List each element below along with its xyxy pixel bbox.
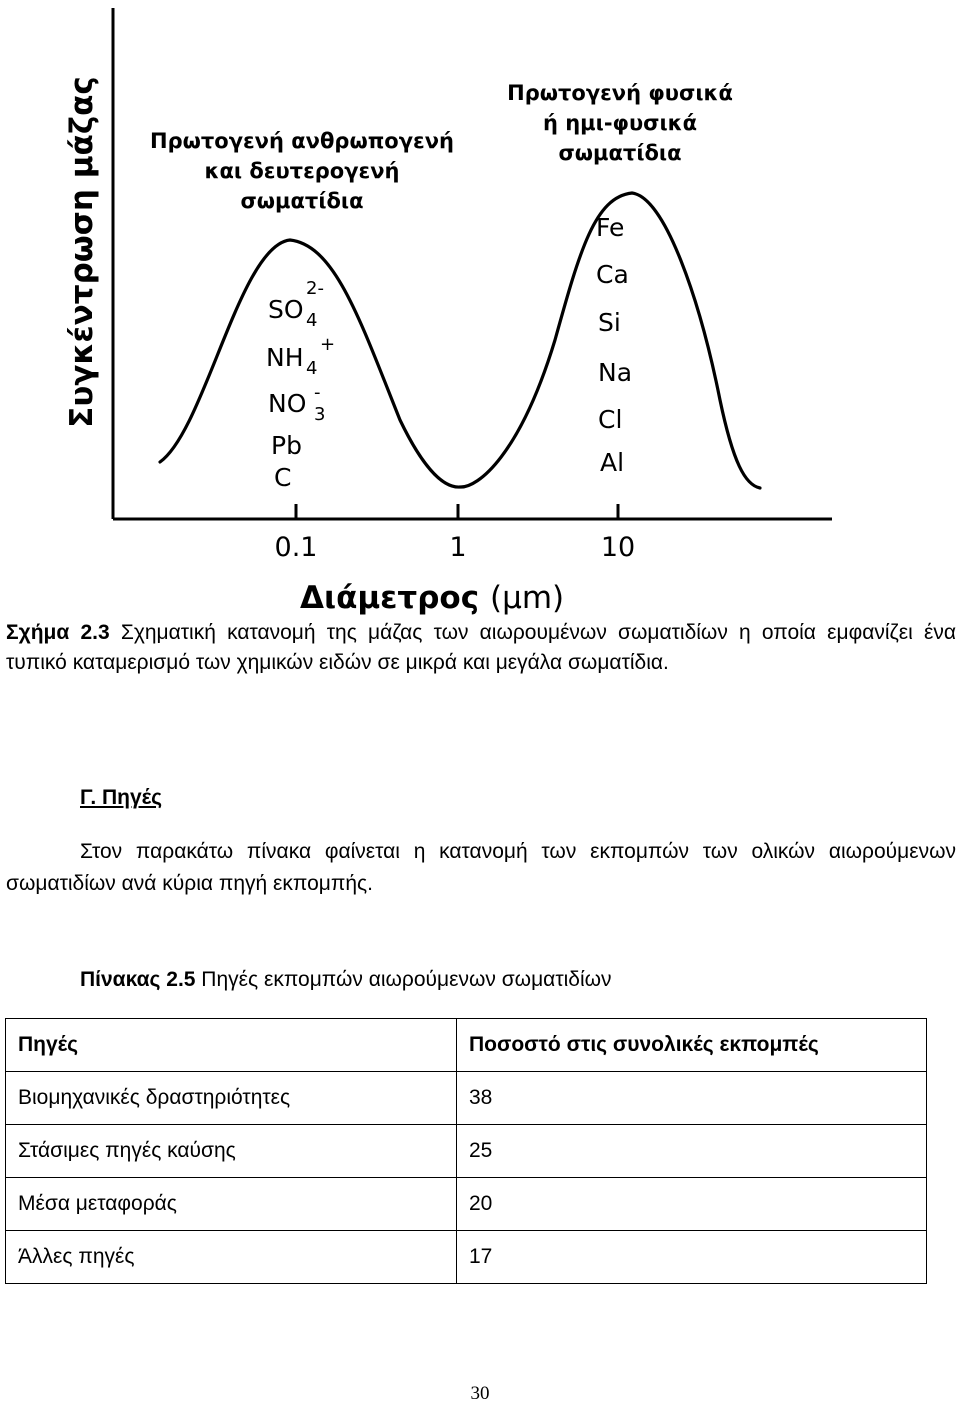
species-cl: Cl bbox=[598, 405, 623, 434]
header-sources: Πηγές bbox=[6, 1019, 457, 1072]
species-si: Si bbox=[598, 308, 621, 337]
x-axis-label: Διάμετρος bbox=[300, 580, 480, 616]
emission-sources-table bbox=[5, 1018, 927, 1284]
x-tick-label-0-1: 0.1 bbox=[274, 532, 318, 563]
figure-caption-label: Σχήμα 2.3 bbox=[6, 621, 110, 644]
row-percentage: 25 bbox=[457, 1125, 927, 1178]
species-pb: Pb bbox=[271, 431, 302, 460]
svg-text:4: 4 bbox=[306, 358, 318, 379]
x-tick-label-10: 10 bbox=[600, 532, 636, 563]
row-source: Μέσα μεταφοράς bbox=[6, 1178, 457, 1231]
coarse-mode-label-line-3: σωματίδια bbox=[558, 141, 682, 165]
row-source: Στάσιμες πηγές καύσης bbox=[6, 1125, 457, 1178]
page-number: 30 bbox=[470, 1383, 490, 1404]
table-row bbox=[6, 1072, 927, 1125]
table-caption bbox=[80, 968, 612, 992]
x-axis-unit: (μm) bbox=[490, 580, 565, 616]
svg-text:-: - bbox=[314, 382, 321, 403]
species-c: C bbox=[274, 463, 292, 492]
table-caption-text: Πηγές εκπομπών αιωρούμενων σωματιδίων bbox=[195, 968, 612, 991]
svg-text:NO: NO bbox=[268, 389, 307, 418]
species-so4 bbox=[268, 278, 324, 331]
fine-mode-label-line-1: Πρωτογενή ανθρωπογενή bbox=[150, 129, 454, 153]
table-caption-label: Πίνακας 2.5 bbox=[80, 968, 196, 991]
table-row bbox=[6, 1125, 927, 1178]
row-percentage: 17 bbox=[457, 1231, 927, 1284]
svg-text:2-: 2- bbox=[306, 278, 324, 299]
table-header-row bbox=[6, 1019, 927, 1072]
mass-distribution-figure bbox=[0, 0, 960, 620]
x-tick-label-1: 1 bbox=[449, 532, 467, 563]
fine-mode-label-line-3: σωματίδια bbox=[240, 189, 364, 213]
figure-caption-text: Σχηματική κατανομή της μάζας των αιωρουμένων σωματιδίων η οποία εμφανίζει ένα τυπικό καταμερισμό των χημικών ειδών σε μικρά και μεγάλα σωματίδια. bbox=[6, 621, 956, 674]
row-percentage: 20 bbox=[457, 1178, 927, 1231]
bimodal-curve bbox=[160, 193, 760, 488]
row-source: Βιομηχανικές δραστηριότητες bbox=[6, 1072, 457, 1125]
species-al: Al bbox=[600, 448, 625, 477]
coarse-mode-label-line-2: ή ημι-φυσικά bbox=[542, 111, 698, 135]
figure-caption bbox=[6, 618, 956, 678]
header-percentage: Ποσοστό στις συνολικές εκπομπές bbox=[457, 1019, 927, 1072]
species-nh4 bbox=[266, 334, 335, 379]
section-intro: Στον παρακάτω πίνακα φαίνεται η κατανομή των εκπομπών των ολικών αιωρούμενων σωματιδίων ανά κύρια πηγή εκπομπής. bbox=[6, 840, 956, 895]
species-ca: Ca bbox=[596, 260, 629, 289]
svg-text:NH: NH bbox=[266, 343, 304, 372]
table-row bbox=[6, 1178, 927, 1231]
svg-text:3: 3 bbox=[314, 404, 326, 425]
row-source: Άλλες πηγές bbox=[6, 1231, 457, 1284]
svg-text:SO: SO bbox=[268, 295, 304, 324]
y-axis-label: Συγκέντρωση μάζας bbox=[64, 76, 100, 428]
species-no3 bbox=[268, 382, 325, 425]
section-heading: Γ. Πηγές bbox=[80, 786, 163, 809]
fine-mode-label-line-2: και δευτερογενή bbox=[204, 159, 400, 183]
table-row bbox=[6, 1231, 927, 1284]
species-fe: Fe bbox=[596, 213, 625, 242]
row-percentage: 38 bbox=[457, 1072, 927, 1125]
svg-text:+: + bbox=[320, 334, 336, 355]
coarse-mode-label-line-1: Πρωτογενή φυσικά bbox=[507, 81, 733, 105]
species-na: Na bbox=[598, 358, 633, 387]
svg-text:4: 4 bbox=[306, 310, 318, 331]
